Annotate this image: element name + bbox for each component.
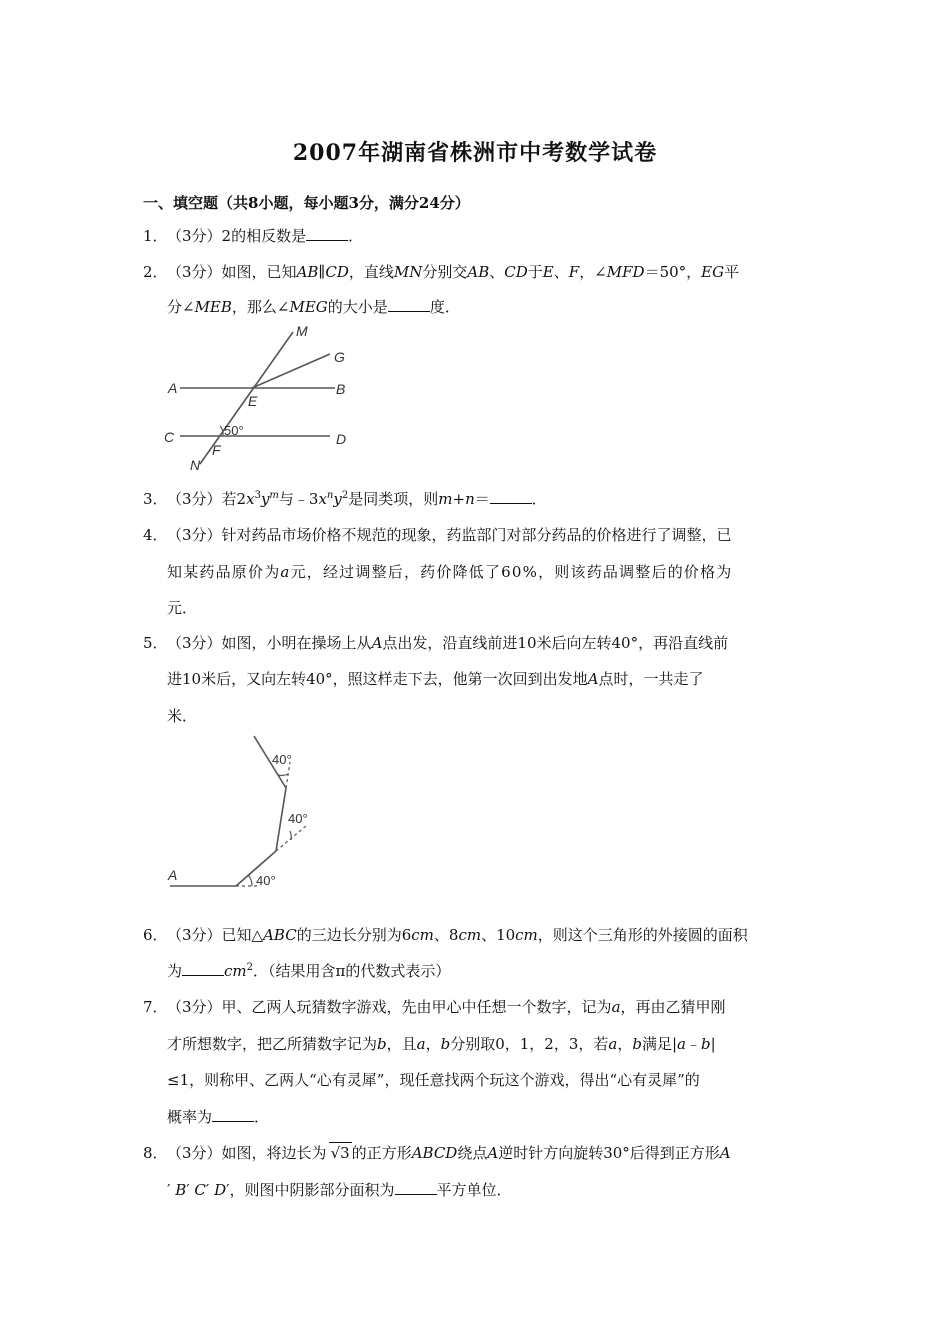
question-8-line-2: ′ B′ C′ D′，则图中阴影部分面积为 平方单位．	[167, 1181, 512, 1199]
label-C: C	[164, 429, 175, 445]
label-A: A	[168, 867, 178, 883]
question-6-line-2: 为 $cm^2$．（结果用含π的代数式表示）	[167, 962, 451, 980]
answer-blank	[490, 489, 532, 504]
answer-blank	[395, 1180, 437, 1195]
answer-blank	[182, 961, 224, 976]
question-3: 3．（3分）若$2x^3y^m$与$﹣3x^ny^2$是同类项，则m+n＝ ．	[143, 490, 547, 508]
sqrt-symbol: √3	[330, 1144, 350, 1162]
question-7-line-2: 才所想数字，把乙所猜数字记为b，且a，b分别取0，1，2，3，若a，b满足|a﹣b|	[167, 1035, 716, 1053]
question-7-line-4: 概率为 ．	[167, 1108, 270, 1126]
question-2-line-2: 分∠MEB，那么∠MEG的大小是 度．	[167, 298, 460, 316]
question-7-line-3: ≤1，则称甲、乙两人“心有灵犀”，现任意找两个玩这个游戏，得出“心有灵犀”的	[167, 1071, 700, 1089]
answer-blank	[306, 226, 348, 241]
label-E: E	[248, 393, 258, 409]
label-B: B	[336, 381, 346, 397]
figure-parallel-lines	[160, 322, 360, 474]
question-4-line-2: 知某药品原价为a元，经过调整后，药价降低了60%，则该药品调整后的价格为	[167, 563, 733, 581]
section-heading: 一、填空题（共8小题，每小题3分，满分24分）	[143, 194, 470, 212]
answer-blank	[388, 297, 430, 312]
label-G: G	[334, 349, 345, 365]
label-N: N	[190, 457, 201, 473]
label-angle-2: 40°	[288, 811, 308, 826]
label-A: A	[168, 380, 178, 396]
label-D: D	[336, 431, 347, 447]
question-1: 1．（3分）2的相反数是 ．	[143, 227, 364, 245]
answer-blank	[212, 1107, 254, 1122]
label-F: F	[212, 442, 221, 458]
question-6: 6．（3分）已知△ABC的三边长分别为6cm、8cm、10cm，则这个三角形的外接圆的面积	[143, 926, 748, 944]
page-title: 2007年湖南省株洲市中考数学试卷	[292, 140, 658, 166]
question-2: 2．（3分）如图，已知AB∥CD，直线MN分别交AB、CD于E、F，∠MFD＝50°，EG平	[143, 263, 740, 281]
question-5-line-2: 进10米后，又向左转40°，照这样走下去，他第一次回到出发地A点时，一共走了	[167, 670, 704, 688]
label-angle-50: 50°	[224, 423, 244, 438]
question-4: 4．（3分）针对药品市场价格不规范的现象，药监部门对部分药品的价格进行了调整，已	[143, 526, 732, 544]
figure-walking-path	[160, 730, 320, 892]
label-angle-1: 40°	[256, 873, 276, 888]
question-8: 8．（3分）如图，将边长为 √3 的正方形ABCD绕点A逆时针方向旋转30°后得到正方形A	[143, 1144, 731, 1162]
question-7: 7．（3分）甲、乙两人玩猜数字游戏，先由甲心中任想一个数字，记为a，再由乙猜甲刚	[143, 998, 726, 1016]
label-angle-3: 40°	[272, 752, 292, 767]
question-4-line-3: 元．	[167, 599, 198, 617]
question-5: 5．（3分）如图，小明在操场上从A点出发，沿直线前进10米后向左转40°，再沿直线前	[143, 634, 729, 652]
question-5-line-3: 米．	[167, 707, 198, 725]
label-M: M	[296, 323, 308, 339]
